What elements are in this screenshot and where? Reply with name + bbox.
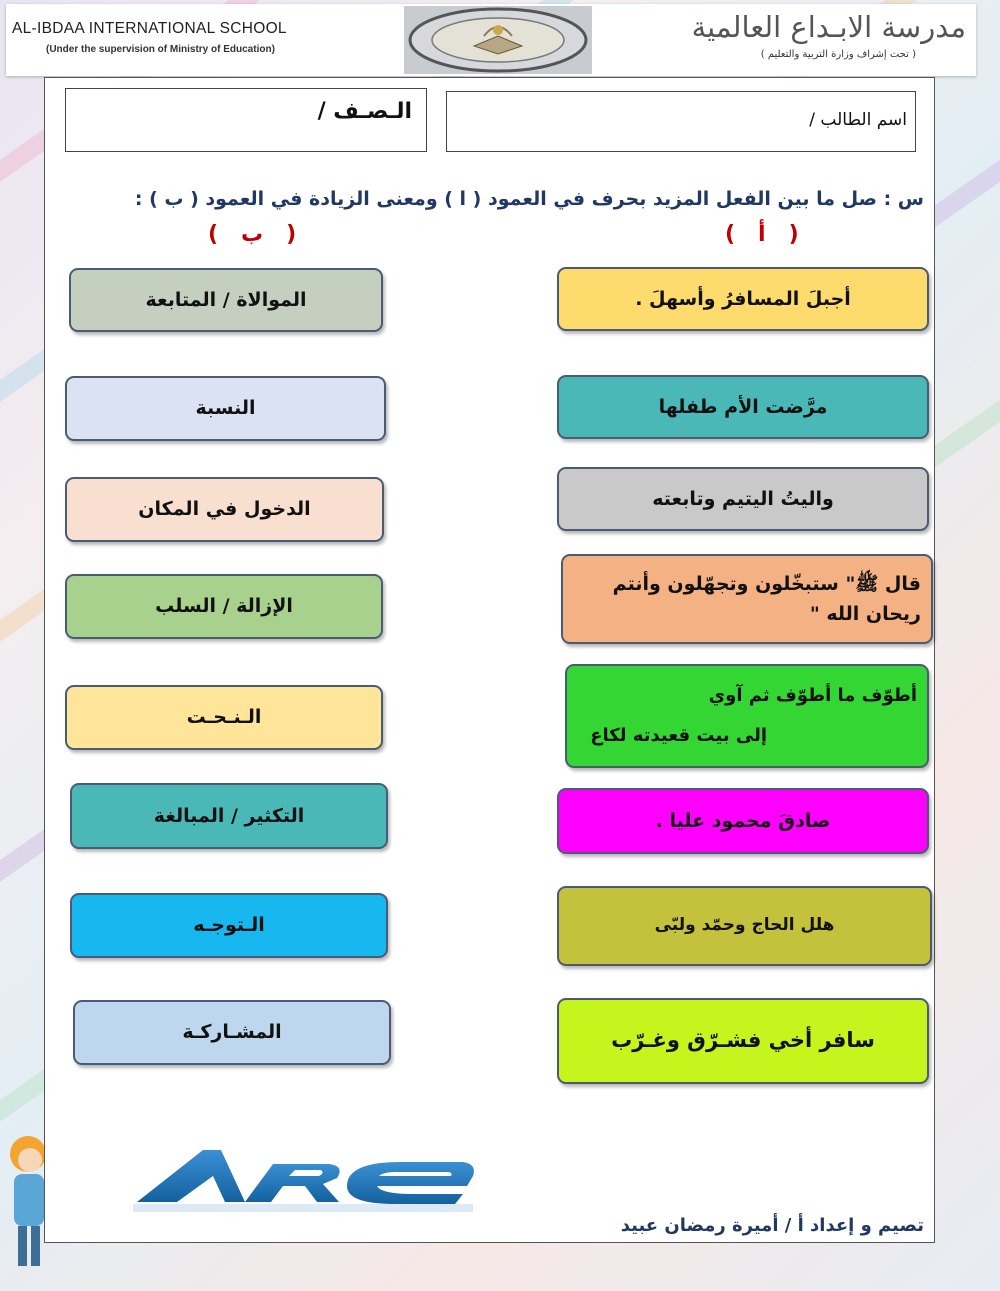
column-a-item-text: صادقَ محمود عليا .: [655, 809, 831, 832]
question-text: س : صل ما بين الفعل المزيد بحرف في العمود ( ا ) ومعنى الزيادة في العمود ( ب ) :: [134, 188, 924, 210]
column-a-item-1[interactable]: [557, 267, 929, 331]
column-a-item-text: واليتُ اليتيم وتابعته: [652, 487, 834, 510]
column-b-item-text: الـنـحـت: [186, 706, 262, 729]
column-b-item-text: الموالاة / المتابعة: [145, 288, 307, 311]
column-a-item-2[interactable]: [557, 375, 929, 439]
student-name-field[interactable]: [446, 91, 916, 152]
column-a-item-text: أجبلَ المسافرُ وأسهلَ .: [635, 287, 851, 310]
column-a-item-text: قال ﷺ" ستبخّلون وتجهّلون وأنتم: [612, 572, 921, 595]
column-b-item-text: المشـاركـة: [182, 1021, 282, 1044]
column-a-item-4[interactable]: [561, 554, 933, 644]
worksheet: [44, 77, 935, 1243]
school-header: [6, 4, 976, 76]
column-b-header: ( ب ): [208, 222, 297, 247]
column-b-item-6[interactable]: [70, 783, 388, 849]
class-label: الـصـف /: [317, 99, 412, 124]
column-b-item-2[interactable]: [65, 376, 386, 441]
school-name-ar: مدرسة الابـداع العالمية: [691, 10, 966, 44]
student-name-label: اسم الطالب /: [809, 110, 907, 130]
column-a-item-7[interactable]: [557, 886, 932, 966]
supervision-ar: ( تحت إشراف وزارة التربية والتعليم ): [760, 49, 916, 60]
column-b-item-1[interactable]: [69, 268, 383, 332]
child-illustration: [2, 1130, 46, 1280]
supervision-en: (Under the supervision of Ministry of Education): [46, 44, 275, 55]
column-b-item-5[interactable]: [65, 685, 383, 750]
column-b-item-text: الـتوجـه: [193, 914, 265, 937]
column-b-item-text: التكثير / المبالغة: [153, 804, 305, 827]
column-b-item-4[interactable]: [65, 574, 383, 639]
column-a-item-text: ريحان الله ": [809, 603, 921, 625]
column-a-item-text: سافر أخي فشـرّق وغـرّب: [611, 1028, 875, 1053]
column-b-item-8[interactable]: [73, 1000, 391, 1065]
column-a-item-text: هلل الحاج وحمّد ولبّى: [654, 915, 835, 936]
column-b-item-text: النسبة: [195, 397, 256, 420]
column-a-item-3[interactable]: [557, 467, 929, 531]
column-b-item-3[interactable]: [65, 477, 384, 542]
column-a-item-text: مرَّضت الأم طفلها: [658, 395, 828, 418]
column-a-item-text: أطوّف ما أطوّف ثم آوي: [708, 685, 917, 707]
column-a-item-text: إلى بيت قعيدته لكاع: [590, 725, 767, 746]
column-b-item-text: الإزالة / السلب: [155, 595, 293, 618]
column-a-item-8[interactable]: [557, 998, 929, 1084]
class-field[interactable]: [65, 88, 427, 152]
column-a-item-6[interactable]: [557, 788, 929, 854]
are-logo: [133, 1146, 478, 1212]
column-a-item-5[interactable]: [565, 664, 929, 768]
column-a-header: ( أ ): [725, 222, 799, 247]
designer-credit: تصيم و إعداد أ / أميرة رمضان عبيد: [620, 1215, 924, 1236]
school-emblem: [404, 6, 592, 74]
school-name-en: AL-IBDAA INTERNATIONAL SCHOOL: [12, 20, 287, 37]
column-b-item-text: الدخول في المكان: [138, 498, 311, 521]
column-b-item-7[interactable]: [70, 893, 388, 958]
